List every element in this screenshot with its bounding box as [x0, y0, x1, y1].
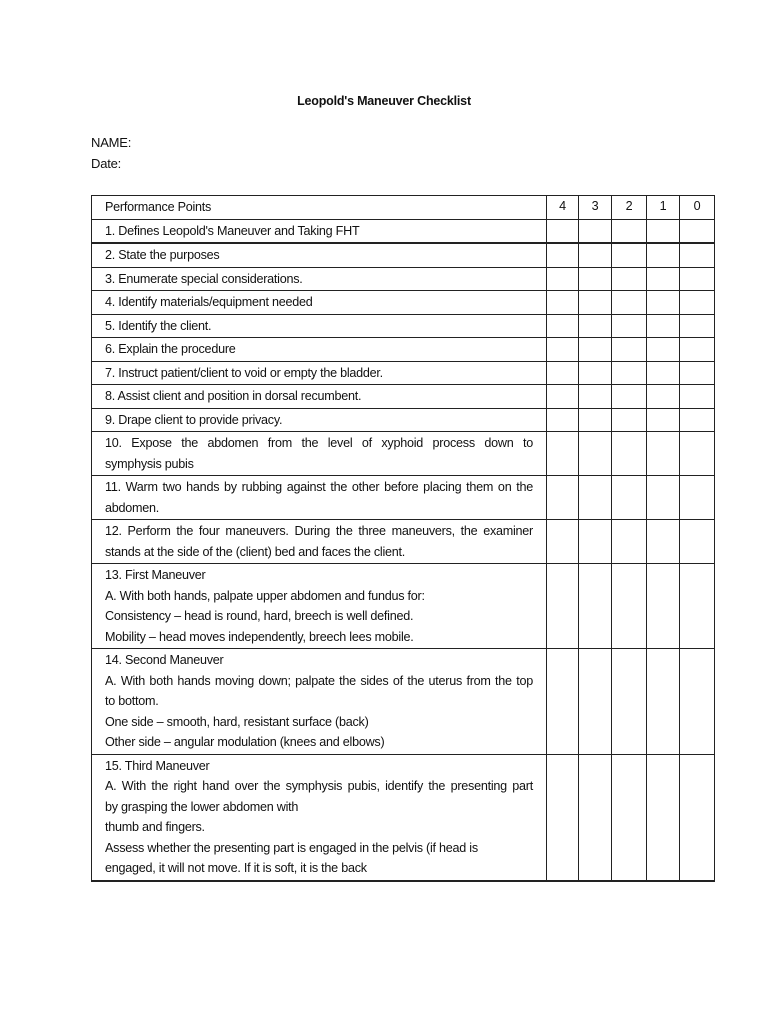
score-cell-1[interactable] [647, 649, 680, 755]
score-cell-1[interactable] [647, 408, 680, 432]
performance-point [92, 408, 547, 432]
table-row [92, 338, 715, 362]
performance-point-line: 15. Third Maneuver [105, 758, 210, 773]
score-cell-1[interactable] [647, 361, 680, 385]
performance-point [92, 338, 547, 362]
performance-point [92, 243, 547, 267]
performance-point-line: 2. State the purposes [105, 248, 220, 262]
table-row [92, 754, 715, 881]
performance-point-line: Mobility – head moves independently, breech lees mobile. [105, 629, 414, 644]
performance-point-line: A. With both hands, palpate upper abdomen and fundus for: [105, 588, 425, 603]
performance-point [92, 385, 547, 409]
score-cell-4[interactable] [547, 520, 579, 564]
performance-point [92, 219, 547, 243]
table-row [92, 314, 715, 338]
table-row [92, 408, 715, 432]
score-cell-4[interactable] [547, 385, 579, 409]
score-cell-2[interactable] [612, 520, 647, 564]
table-row [92, 361, 715, 385]
score-cell-1[interactable] [647, 291, 680, 315]
score-cell-1[interactable] [647, 338, 680, 362]
score-cell-4[interactable] [547, 314, 579, 338]
performance-point-line: 7. Instruct patient/client to void or empty the bladder. [105, 365, 383, 380]
score-cell-0[interactable] [680, 564, 715, 649]
performance-point-line: A. With the right hand over the symphysis pubis, identify the presenting part [105, 779, 533, 793]
performance-points-header: Performance Points [92, 196, 547, 220]
score-cell-4[interactable] [547, 338, 579, 362]
score-cell-4[interactable] [547, 361, 579, 385]
table-header-row [92, 196, 715, 220]
score-cell-2[interactable] [612, 314, 647, 338]
performance-point [92, 754, 547, 881]
score-cell-0[interactable] [680, 754, 715, 881]
checklist-table [91, 195, 715, 882]
performance-point [92, 291, 547, 315]
performance-point-line: stands at the side of the (client) bed and faces the client. [105, 544, 406, 559]
score-cell-3[interactable] [579, 243, 612, 267]
performance-point-line: by grasping the lower abdomen with [105, 799, 299, 814]
table-row [92, 649, 715, 755]
score-cell-2[interactable] [612, 361, 647, 385]
score-cell-0[interactable] [680, 476, 715, 520]
score-cell-0[interactable] [680, 649, 715, 755]
score-cell-1[interactable] [647, 267, 680, 291]
performance-point [92, 649, 547, 755]
score-cell-3[interactable] [579, 564, 612, 649]
score-cell-3[interactable] [579, 219, 612, 243]
table-row [92, 564, 715, 649]
score-cell-2[interactable] [612, 432, 647, 476]
performance-point-line: A. With both hands moving down; palpate the sides of the uterus from the top [105, 673, 533, 688]
performance-point [92, 267, 547, 291]
score-cell-2[interactable] [612, 476, 647, 520]
score-cell-0[interactable] [680, 243, 715, 267]
performance-point-line: 6. Explain the procedure [105, 342, 236, 356]
score-cell-4[interactable] [547, 476, 579, 520]
score-header-4: 4 [547, 196, 579, 220]
performance-point-line: 10. Expose the abdomen from the level of xyphoid process down to [105, 436, 533, 450]
score-cell-4[interactable] [547, 219, 579, 243]
table-row [92, 219, 715, 243]
score-cell-1[interactable] [647, 476, 680, 520]
score-cell-1[interactable] [647, 564, 680, 649]
score-cell-3[interactable] [579, 314, 612, 338]
table-row [92, 243, 715, 267]
performance-point [92, 361, 547, 385]
performance-point-line: 8. Assist client and position in dorsal recumbent. [105, 389, 362, 403]
performance-point-line: Other side – angular modulation (knees and elbows) [105, 735, 385, 749]
score-cell-0[interactable] [680, 314, 715, 338]
performance-point-line: 1. Defines Leopold's Maneuver and Taking FHT [105, 223, 360, 238]
score-cell-4[interactable] [547, 649, 579, 755]
name-label: NAME: [91, 135, 132, 150]
score-cell-2[interactable] [612, 754, 647, 881]
score-cell-4[interactable] [547, 243, 579, 267]
table-row [92, 267, 715, 291]
score-cell-4[interactable] [547, 408, 579, 432]
score-header-2: 2 [612, 196, 647, 220]
performance-point-line: 5. Identify the client. [105, 318, 212, 333]
table-row [92, 520, 715, 564]
score-cell-2[interactable] [612, 564, 647, 649]
score-cell-2[interactable] [612, 243, 647, 267]
score-cell-3[interactable] [579, 649, 612, 755]
score-cell-0[interactable] [680, 267, 715, 291]
score-header-0: 0 [680, 196, 715, 220]
score-cell-1[interactable] [647, 314, 680, 338]
performance-point-line: 4. Identify materials/equipment needed [105, 295, 313, 309]
score-cell-0[interactable] [680, 432, 715, 476]
score-cell-2[interactable] [612, 219, 647, 243]
score-cell-0[interactable] [680, 408, 715, 432]
score-cell-4[interactable] [547, 432, 579, 476]
score-cell-2[interactable] [612, 267, 647, 291]
performance-point-line: 13. First Maneuver [105, 568, 206, 582]
score-header-1: 1 [647, 196, 680, 220]
performance-point [92, 476, 547, 520]
performance-point [92, 314, 547, 338]
score-cell-0[interactable] [680, 385, 715, 409]
table-row [92, 385, 715, 409]
score-cell-2[interactable] [612, 338, 647, 362]
performance-point-line: Assess whether the presenting part is engaged in the pelvis (if head is [105, 840, 478, 855]
score-cell-4[interactable] [547, 564, 579, 649]
score-cell-0[interactable] [680, 361, 715, 385]
score-cell-0[interactable] [680, 291, 715, 315]
performance-point [92, 564, 547, 649]
date-label: Date: [91, 156, 122, 171]
score-cell-3[interactable] [579, 408, 612, 432]
score-cell-3[interactable] [579, 361, 612, 385]
score-cell-4[interactable] [547, 267, 579, 291]
score-cell-4[interactable] [547, 754, 579, 881]
score-cell-1[interactable] [647, 432, 680, 476]
score-cell-1[interactable] [647, 754, 680, 881]
performance-point-line: engaged, it will not move. If it is soft, it is the back [105, 861, 367, 875]
score-cell-1[interactable] [647, 219, 680, 243]
performance-point-line: symphysis pubis [105, 456, 194, 471]
table-row [92, 476, 715, 520]
performance-point-line: Consistency – head is round, hard, breech is well defined. [105, 609, 414, 623]
score-cell-2[interactable] [612, 649, 647, 755]
score-cell-3[interactable] [579, 267, 612, 291]
score-cell-3[interactable] [579, 476, 612, 520]
document-title: Leopold's Maneuver Checklist [297, 94, 471, 108]
performance-point-line: 9. Drape client to provide privacy. [105, 412, 283, 427]
score-cell-4[interactable] [547, 291, 579, 315]
performance-point [92, 432, 547, 476]
table-row [92, 432, 715, 476]
performance-point-line: 12. Perform the four maneuvers. During the three maneuvers, the examiner [105, 524, 533, 538]
score-cell-1[interactable] [647, 385, 680, 409]
score-cell-2[interactable] [612, 408, 647, 432]
score-cell-3[interactable] [579, 432, 612, 476]
score-header-3: 3 [579, 196, 612, 220]
score-cell-0[interactable] [680, 338, 715, 362]
score-cell-3[interactable] [579, 754, 612, 881]
score-cell-0[interactable] [680, 219, 715, 243]
performance-point-line: to bottom. [105, 694, 159, 708]
performance-point-line: 14. Second Maneuver [105, 653, 224, 667]
performance-point-line: 11. Warm two hands by rubbing against the other before placing them on the [105, 480, 533, 494]
performance-point-line: thumb and fingers. [105, 820, 205, 834]
score-cell-3[interactable] [579, 291, 612, 315]
score-cell-1[interactable] [647, 243, 680, 267]
score-cell-3[interactable] [579, 520, 612, 564]
table-row [92, 291, 715, 315]
performance-point-line: abdomen. [105, 500, 160, 515]
score-cell-3[interactable] [579, 338, 612, 362]
performance-point-line: One side – smooth, hard, resistant surface (back) [105, 714, 369, 729]
performance-point-line: 3. Enumerate special considerations. [105, 271, 303, 286]
score-cell-2[interactable] [612, 291, 647, 315]
score-cell-1[interactable] [647, 520, 680, 564]
score-cell-0[interactable] [680, 520, 715, 564]
score-cell-3[interactable] [579, 385, 612, 409]
score-cell-2[interactable] [612, 385, 647, 409]
performance-point [92, 520, 547, 564]
